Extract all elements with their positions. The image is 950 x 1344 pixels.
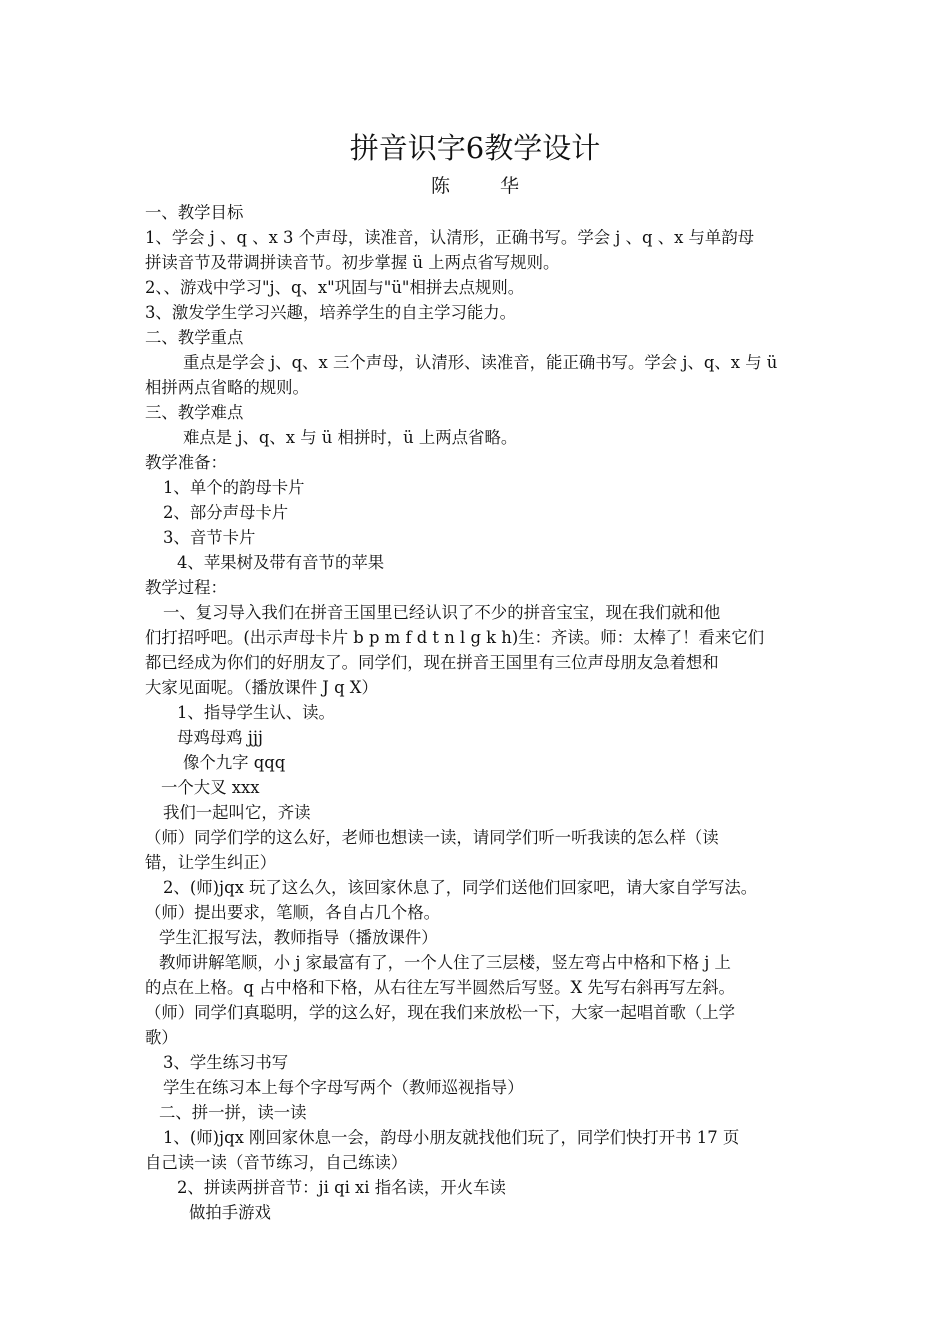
text-line: 2、拼读两拼音节：ji qi xi 指名读，开火车读 — [177, 1178, 506, 1197]
text-line: （师）同学们真聪明，学的这么好，现在我们来放松一下，大家一起唱首歌（上学 — [145, 1003, 736, 1022]
text-line: 教学准备： — [145, 453, 227, 472]
text-line: 2、(师)jqx 玩了这么久，该回家休息了，同学们送他们回家吧，请大家自学写法。 — [163, 878, 758, 897]
text-line: （师）同学们学的这么好，老师也想读一读，请同学们听一听我读的怎么样（读 — [145, 828, 719, 847]
text-line: 我们一起叫它，齐读 — [163, 803, 311, 822]
text-line: （师）提出要求，笔顺，各自占几个格。 — [145, 903, 441, 922]
text-line: 3、激发学生学习兴趣，培养学生的自主学习能力。 — [145, 303, 517, 322]
text-line: 错，让学生纠正） — [145, 853, 277, 872]
text-line: 4、苹果树及带有音节的苹果 — [177, 553, 385, 572]
text-line: 歌） — [145, 1028, 178, 1047]
text-line: 一个大叉 xxx — [161, 778, 260, 797]
text-line: 3、学生练习书写 — [163, 1053, 289, 1072]
text-line: 三、教学难点 — [145, 403, 244, 422]
text-line: 大家见面呢。（播放课件 J q X） — [145, 678, 378, 697]
text-line: 自己读一读（音节练习，自己练读） — [145, 1153, 408, 1172]
text-line: 母鸡母鸡 jjj — [177, 728, 264, 747]
document-body — [145, 200, 815, 1225]
text-line: 教师讲解笔顺，小 j 家最富有了，一个人住了三层楼，竖左弯占中格和下格 j 上 — [159, 953, 731, 972]
text-line: 二、拼一拼，读一读 — [159, 1103, 307, 1122]
text-line: 1、指导学生认、读。 — [177, 703, 335, 722]
text-line: 重点是学会 j、q、x 三个声母，认清形、读准音，能正确书写。学会 j、q、x 与 ü — [183, 353, 778, 372]
text-line: 1、学会 j 、q 、x 3 个声母，读准音，认清形，正确书写。学会 j 、q 、x 与单韵母 — [145, 228, 755, 247]
text-line: 都已经成为你们的好朋友了。同学们，现在拼音王国里有三位声母朋友急着想和 — [145, 653, 719, 672]
document-author: 陈 华 — [430, 175, 542, 197]
text-line: 相拼两点省略的规则。 — [145, 378, 309, 397]
text-line: 一、教学目标 — [145, 203, 244, 222]
text-line: 3、音节卡片 — [163, 528, 256, 547]
text-line: 们打招呼吧。(出示声母卡片 b p m f d t n l g k h)生：齐读。师：太棒了！看来它们 — [145, 628, 765, 647]
text-line: 难点是 j、q、x 与 ü 相拼时，ü 上两点省略。 — [183, 428, 518, 447]
text-line: 教学过程： — [145, 578, 227, 597]
text-line: 二、教学重点 — [145, 328, 244, 347]
text-line: 学生汇报写法，教师指导（播放课件） — [159, 928, 438, 947]
text-line: 像个九字 qqq — [183, 753, 286, 772]
text-line: 1、(师)jqx 刚回家休息一会，韵母小朋友就找他们玩了，同学们快打开书 17 页 — [163, 1128, 740, 1147]
text-line: 一、复习导入我们在拼音王国里已经认识了不少的拼音宝宝，现在我们就和他 — [163, 603, 721, 622]
text-line: 学生在练习本上每个字母写两个（教师巡视指导） — [163, 1078, 524, 1097]
text-line: 的点在上格。q 占中格和下格，从右往左写半圆然后写竖。X 先写右斜再写左斜。 — [145, 978, 735, 997]
text-line: 2、、游戏中学习"j、q、x"巩固与"ü"相拼去点规则。 — [145, 278, 525, 297]
text-line: 2、部分声母卡片 — [163, 503, 289, 522]
text-line: 1、单个的韵母卡片 — [163, 478, 305, 497]
text-line: 做拍手游戏 — [189, 1203, 271, 1222]
document-title: 拼音识字6教学设计 — [349, 131, 601, 165]
text-line: 拼读音节及带调拼读音节。初步掌握 ü 上两点省写规则。 — [145, 253, 560, 272]
